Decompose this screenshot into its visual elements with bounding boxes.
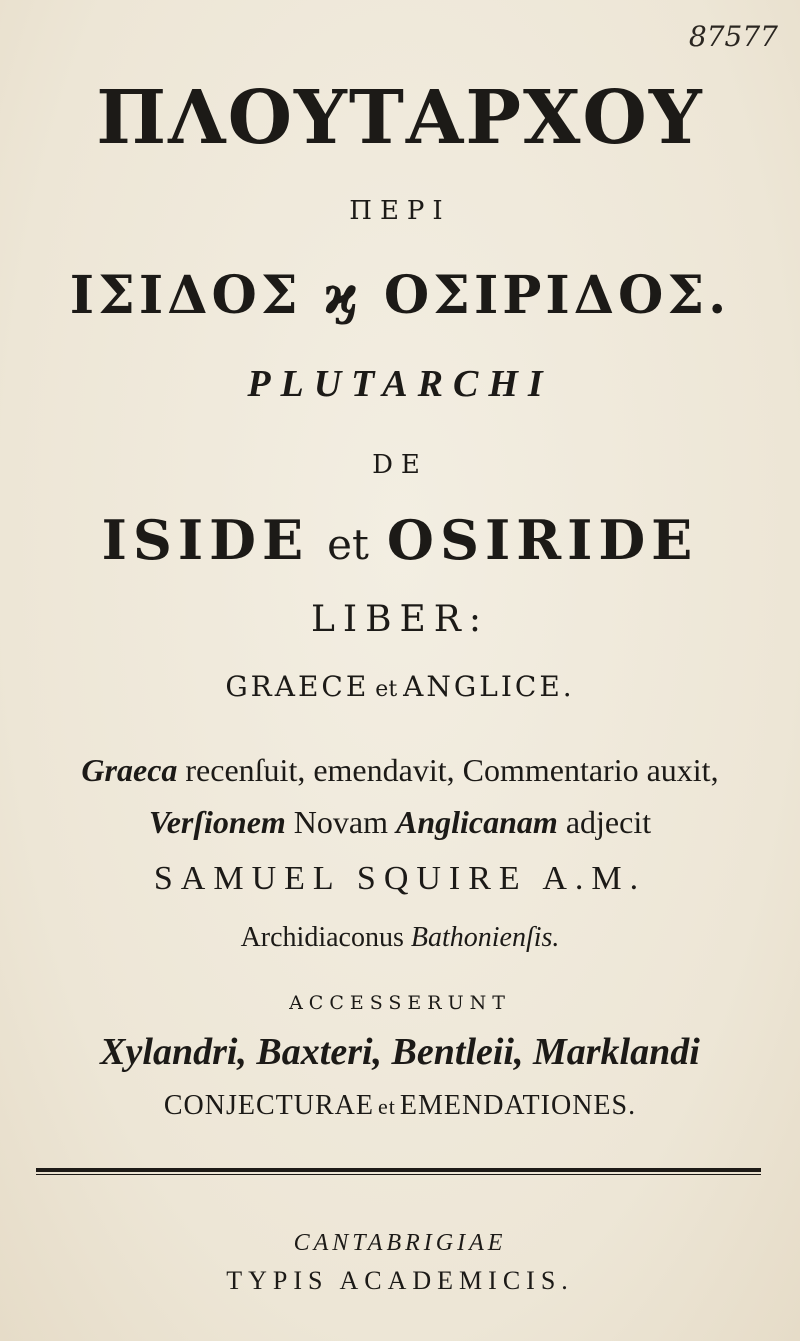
office-italic: Bathonienſis. — [410, 922, 560, 953]
latin-title-osiride: OSIRIDE — [386, 508, 699, 572]
conj-emendationes: EMENDATIONES. — [399, 1090, 637, 1121]
para2-text-1: Novam — [285, 804, 396, 840]
imprint-place: CANTABRIGIAE — [293, 1230, 507, 1256]
languages-et: et — [375, 677, 398, 702]
contributor-names: Xylandri, Baxteri, Bentleii, Marklandi — [100, 1031, 700, 1073]
para2-italic-1: Verſionem — [148, 804, 286, 840]
languages-graece: GRAECE — [225, 670, 370, 703]
double-rule-divider — [36, 1168, 761, 1176]
latin-author: PLUTARCHI — [247, 363, 553, 405]
latin-title-iside: ISIDE — [101, 508, 310, 572]
latin-de: DE — [372, 450, 428, 480]
conj-conjecturae: CONJECTURAE — [163, 1090, 374, 1121]
office-text: Archidiaconus — [240, 922, 411, 953]
rule-thin — [36, 1174, 761, 1175]
para1-text: recenſuit, emendavit, Commentario auxit, — [177, 752, 719, 788]
editorial-note-line-2 — [0, 804, 800, 841]
para2-text-2: adjecit — [557, 804, 652, 840]
greek-peri: ΠΕΡΙ — [349, 196, 451, 226]
rule-thick — [36, 1168, 761, 1172]
editor-office — [0, 922, 800, 954]
conj-et: et — [378, 1094, 396, 1119]
languages-anglice: ANGLICE. — [403, 670, 575, 703]
editorial-note-line-1 — [0, 752, 800, 789]
para1-italic: Graeca — [81, 752, 178, 788]
latin-title-et: et — [327, 520, 369, 569]
languages-line — [0, 670, 800, 703]
para2-italic-2: Anglicanam — [396, 804, 558, 840]
accesserunt-heading: ACCESSERUNT — [289, 992, 511, 1014]
imprint-printer: TYPIS ACADEMICIS. — [226, 1266, 574, 1295]
latin-title — [0, 508, 800, 572]
liber-heading: LIBER: — [310, 599, 490, 640]
conjecturae-line — [0, 1090, 800, 1122]
shelfmark-annotation: 87577 — [688, 20, 778, 53]
greek-author-title: ΠΛΟΥΤΑΡΧΟΥ — [96, 75, 704, 161]
editor-name: SAMUEL SQUIRE A.M. — [153, 860, 647, 897]
greek-subtitle: ΙΣΙΔΟΣ ϗ ΟΣΙΡΙΔΟΣ. — [69, 265, 731, 326]
